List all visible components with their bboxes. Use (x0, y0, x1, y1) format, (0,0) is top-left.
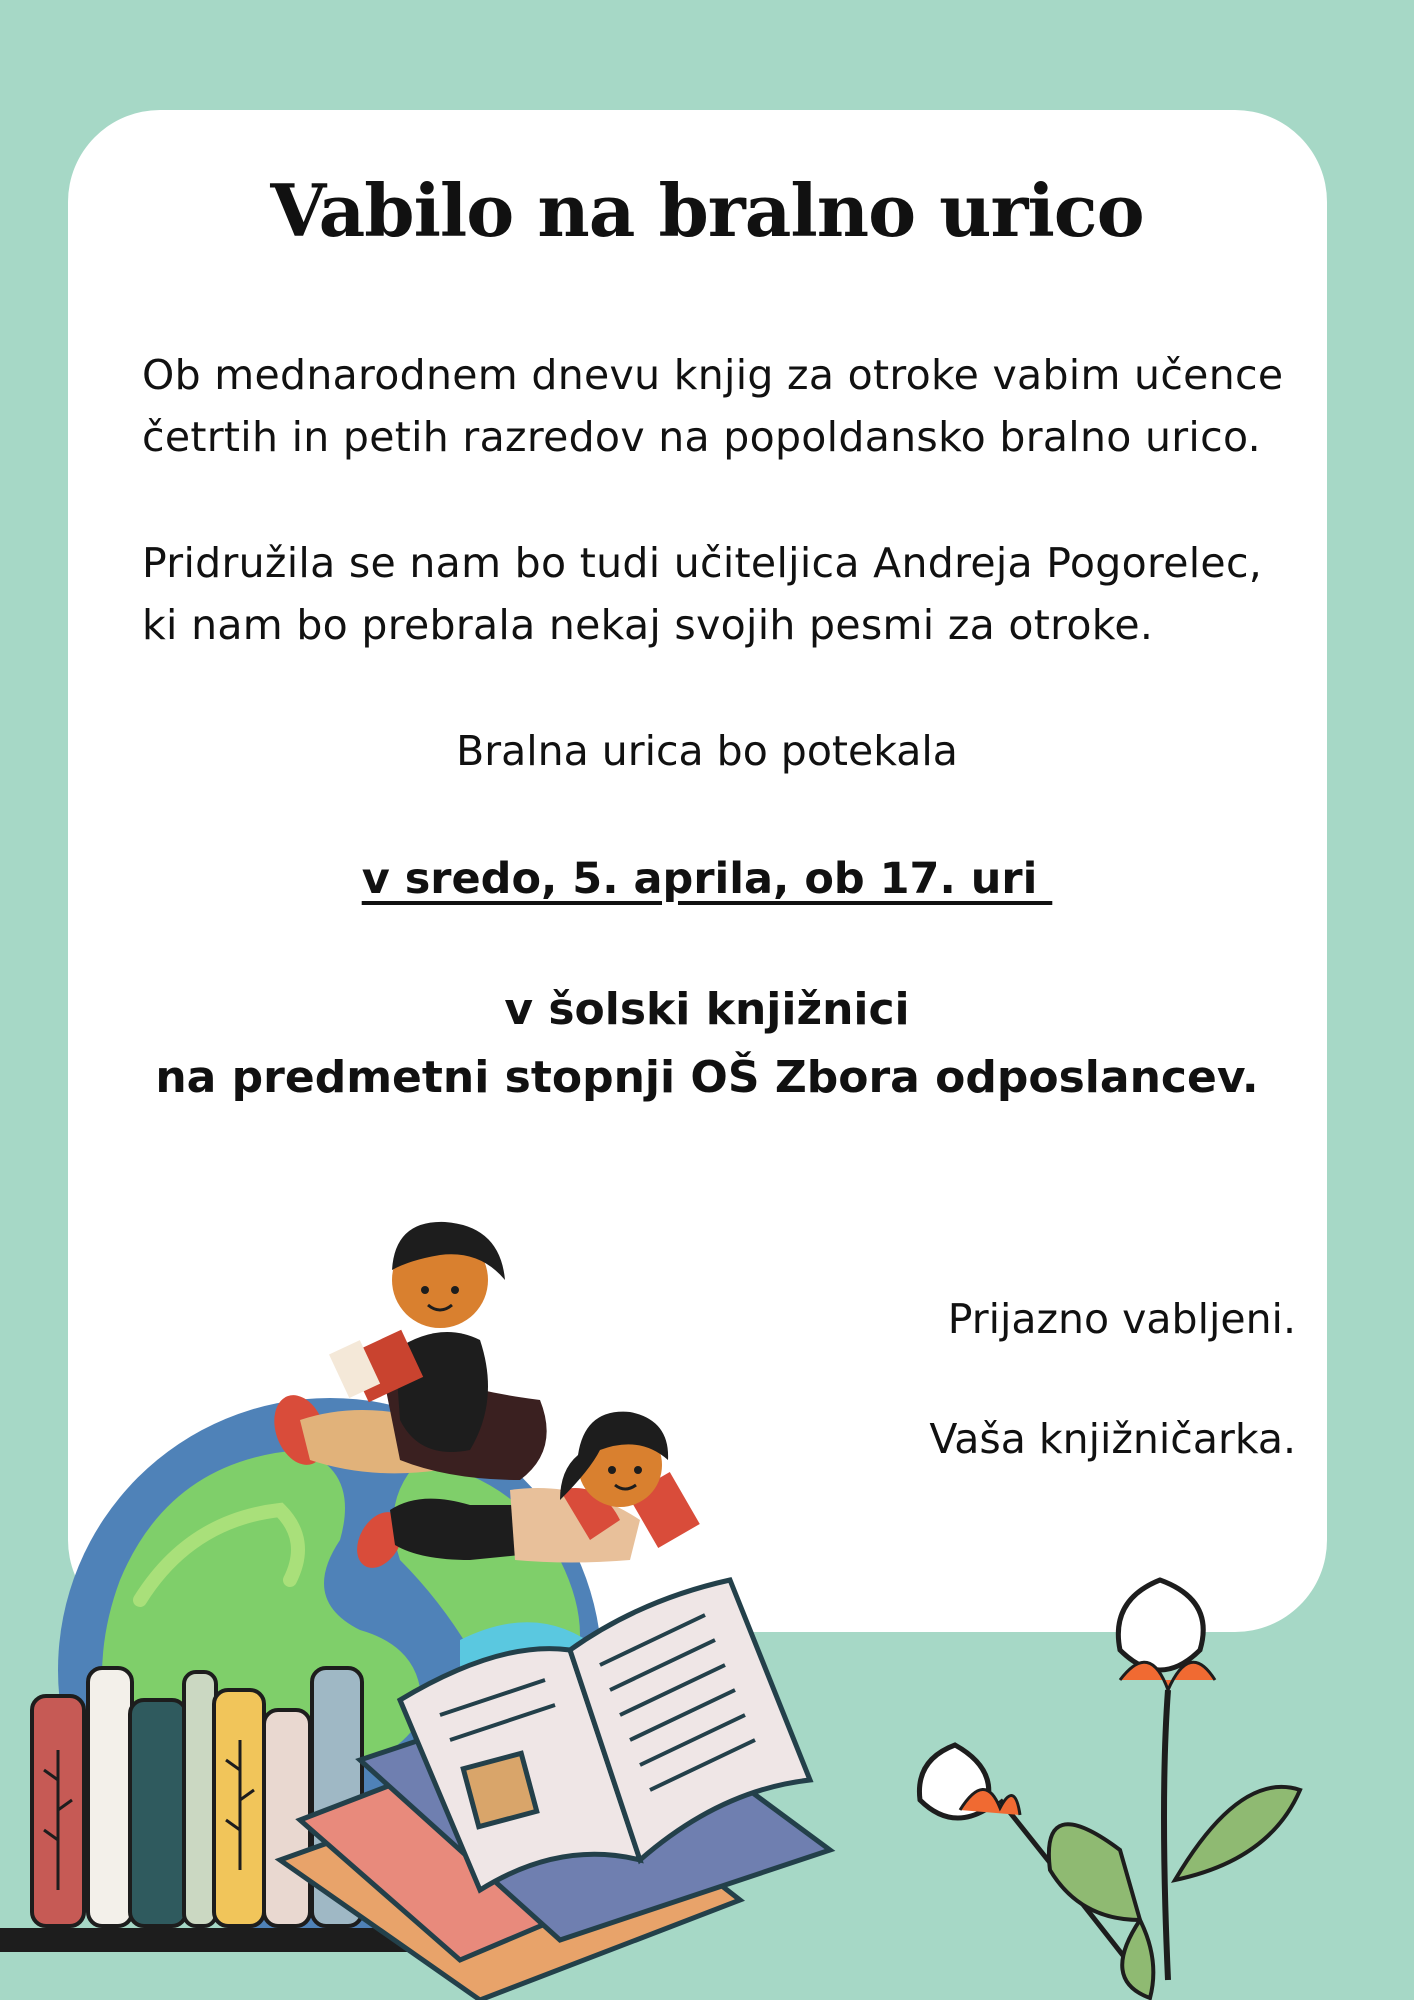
event-place-line-1: v šolski knjižnici (504, 984, 910, 1035)
event-intro: Bralna urica bo potekala (456, 727, 958, 775)
event-date: v sredo, 5. aprila, ob 17. uri (361, 854, 1053, 904)
intro-line-1: Ob mednarodnem dnevu knjig za otroke vabim učence (142, 351, 1284, 399)
guest-paragraph (142, 532, 1302, 656)
intro-line-2: četrtih in petih razredov na popoldansko bralno urico. (142, 413, 1261, 461)
page-title: Vabilo na bralno urico (270, 168, 1144, 253)
guest-line-2: ki nam bo prebrala nekaj svojih pesmi za otroke. (142, 601, 1154, 649)
signature: Vaša knjižničarka. (929, 1415, 1296, 1463)
flower-illustration (919, 1580, 1300, 1998)
reading-boy (265, 1222, 547, 1480)
closing-greeting: Prijazno vabljeni. (947, 1295, 1296, 1343)
event-place-line-2: na predmetni stopnji OŠ Zbora odposlancev. (155, 1052, 1259, 1103)
intro-paragraph (142, 344, 1302, 468)
guest-line-1: Pridružila se nam bo tudi učiteljica Andreja Pogorelec, (142, 539, 1263, 587)
